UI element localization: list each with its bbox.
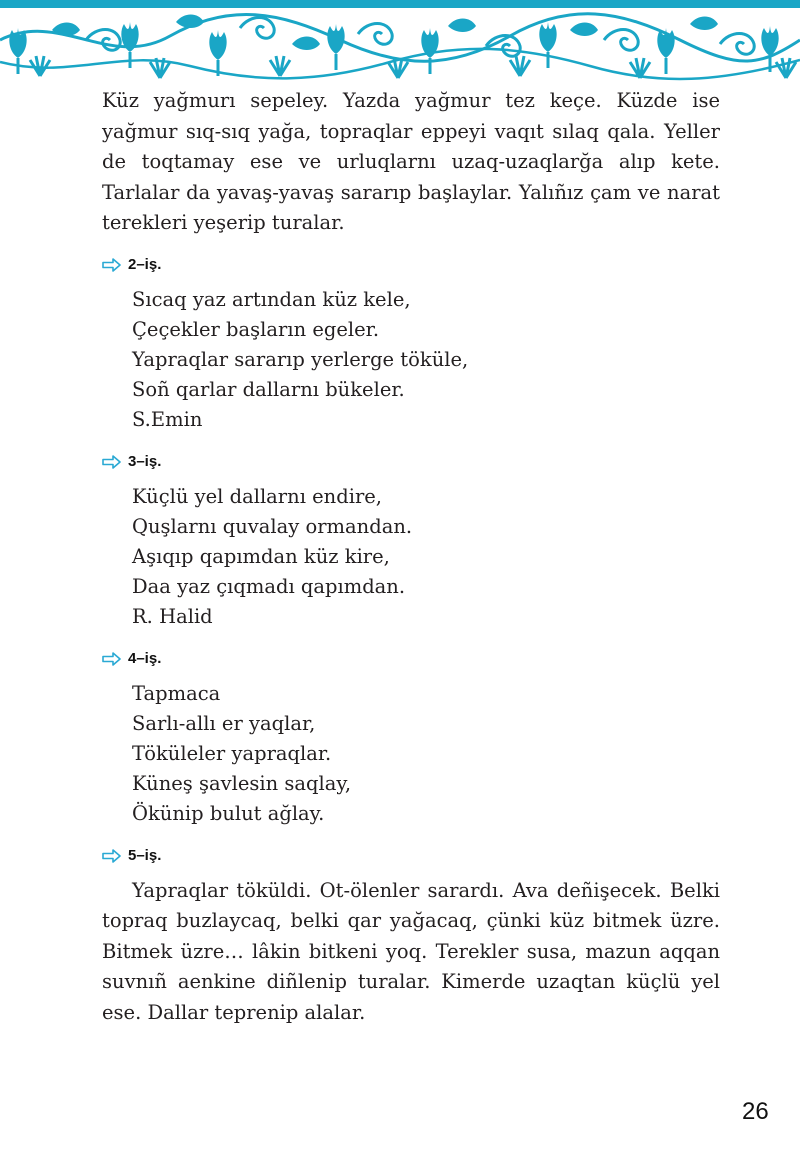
task-label: 4–iş. — [128, 650, 162, 668]
poem-line: Sarlı-allı er yaqlar, — [132, 711, 316, 735]
arrow-right-icon — [102, 652, 122, 666]
task-label: 5–iş. — [128, 847, 162, 865]
poem-line: Çeçekler başların egeler. — [132, 317, 380, 341]
poem-line: Yapraqlar sararıp yerlerge töküle, — [132, 347, 469, 371]
task-heading — [102, 846, 720, 866]
task-heading — [102, 649, 720, 669]
poem-author: R. Halid — [132, 605, 213, 629]
task-label: 3–iş. — [128, 453, 162, 471]
poem-line: Ökünip bulut ağlay. — [132, 802, 325, 826]
task-heading — [102, 452, 720, 472]
poem-line: Küneş şavlesin saqlay, — [132, 772, 352, 796]
task-label: 2–iş. — [128, 256, 162, 273]
arrow-right-icon — [102, 455, 122, 469]
poem-line: Töküleler yapraqlar. — [132, 741, 332, 765]
arrow-right-icon — [102, 258, 122, 272]
floral-ornament-banner — [0, 0, 800, 82]
task-heading — [102, 255, 720, 275]
poem-author: S.Emin — [132, 408, 203, 432]
intro-paragraph: Küz yağmurı sepeley. Yazda yağmur tez keçe. Küzde ise yağmur sıq-sıq yağa, topraqlar eppeyi vaqıt sılaq qala. Yeller de toqtamay ese ve urluqlarnı uzaq-uzaqlarğa alıp kete. Tarlalar da yavaş-yavaş sararıp başlaylar. Yalıñız çam ve narat terekleri yeşerip turalar. — [102, 89, 720, 234]
riddle — [132, 679, 720, 830]
poem-line: Soñ qarlar dallarnı bükeler. — [132, 378, 405, 402]
closing-paragraph: Yapraqlar töküldi. Ot-ölenler sarardı. Ava deñişecek. Belki topraq buzlaycaq, belki qar yağacaq, çünki küz bitmek üzre. Bitmek üzre… lâkin bitkeni yoq. Terekler susa, mazun aqqan suvnıñ aenkine diñlenip turalar. Kimerde uzaqtan küçlü yel ese. Dallar teprenip alalar. — [102, 878, 720, 1024]
poem-line: Aşıqıp qapımdan küz kire, — [132, 544, 390, 568]
page-number: 26 — [742, 1098, 769, 1125]
poem-line: Daa yaz çıqmadı qapımdan. — [132, 575, 406, 599]
poem-line: Sıcaq yaz artından küz kele, — [132, 287, 411, 311]
poem-line: Quşlarnı quvalay ormandan. — [132, 514, 413, 538]
poem — [132, 285, 720, 436]
page-content — [102, 86, 720, 1028]
arrow-right-icon — [102, 849, 122, 863]
poem-line: Küçlü yel dallarnı endire, — [132, 484, 383, 508]
poem — [132, 482, 720, 633]
riddle-title: Tapmaca — [132, 681, 221, 705]
